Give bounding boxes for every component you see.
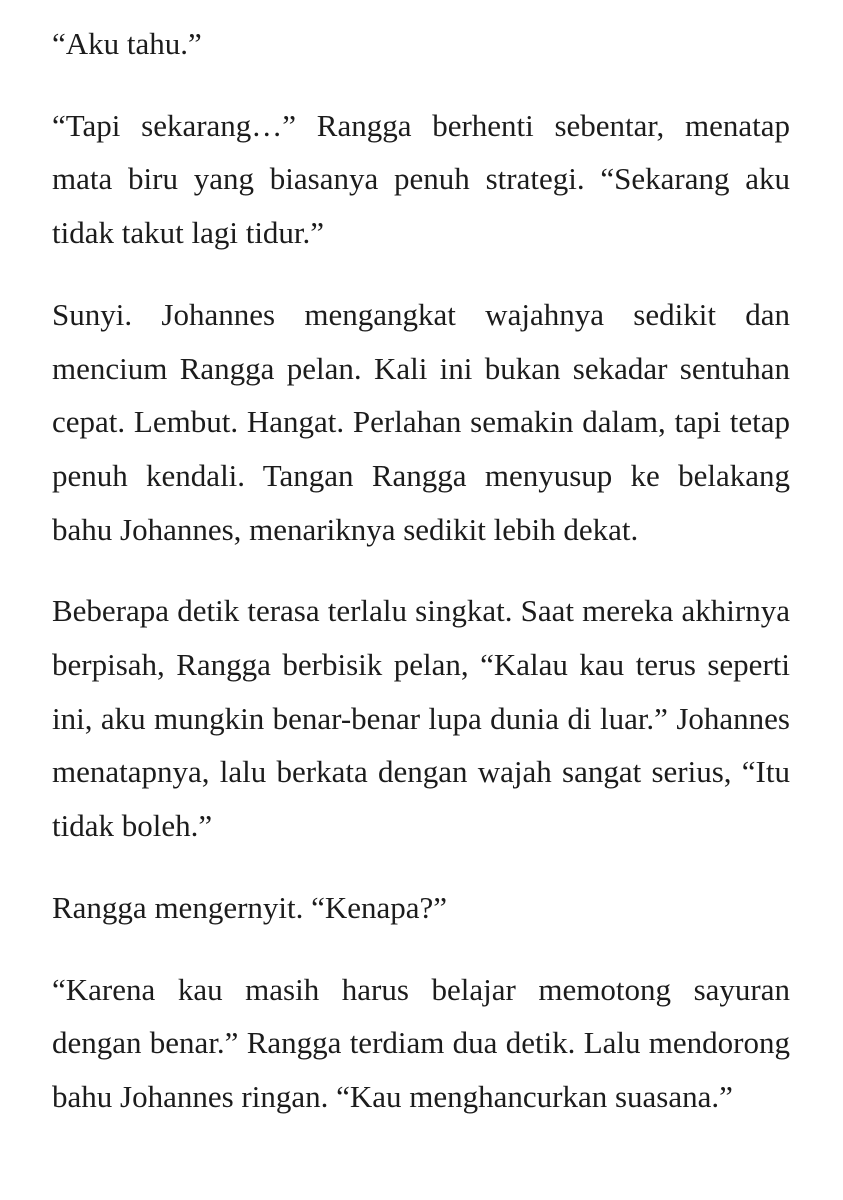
paragraph: “Tapi sekarang…” Rangga berhenti sebentar, menatap mata biru yang biasanya penuh strategi. “Sekarang aku tidak takut lagi tidur.” bbox=[52, 107, 790, 251]
paragraph: “Karena kau masih harus belajar memotong sayuran dengan benar.” Rangga terdiam dua detik. Lalu mendorong bahu Johannes ringan. “Kau menghancurkan suasana.” bbox=[52, 971, 790, 1114]
paragraph: Rangga mengernyit. “Kenapa?” bbox=[52, 889, 448, 925]
paragraph: Sunyi. Johannes mengangkat wajahnya sedikit dan mencium Rangga pelan. Kali ini bukan sekadar sentuhan cepat. Lembut. Hangat. Perlahan semakin dalam, tapi tetap penuh kendali. Tangan Rangga menyusup ke belakang bahu Johannes, menariknya sedikit lebih dekat. bbox=[52, 296, 790, 547]
book-page bbox=[52, 17, 790, 1152]
paragraph: Beberapa detik terasa terlalu singkat. Saat mereka akhirnya berpisah, Rangga berbisik pelan, “Kalau kau terus seperti ini, aku mungkin benar-benar lupa dunia di luar.” Johannes menatapnya, lalu berkata dengan wajah sangat serius, “Itu tidak boleh.” bbox=[52, 593, 790, 844]
paragraph: “Aku tahu.” bbox=[52, 26, 202, 61]
